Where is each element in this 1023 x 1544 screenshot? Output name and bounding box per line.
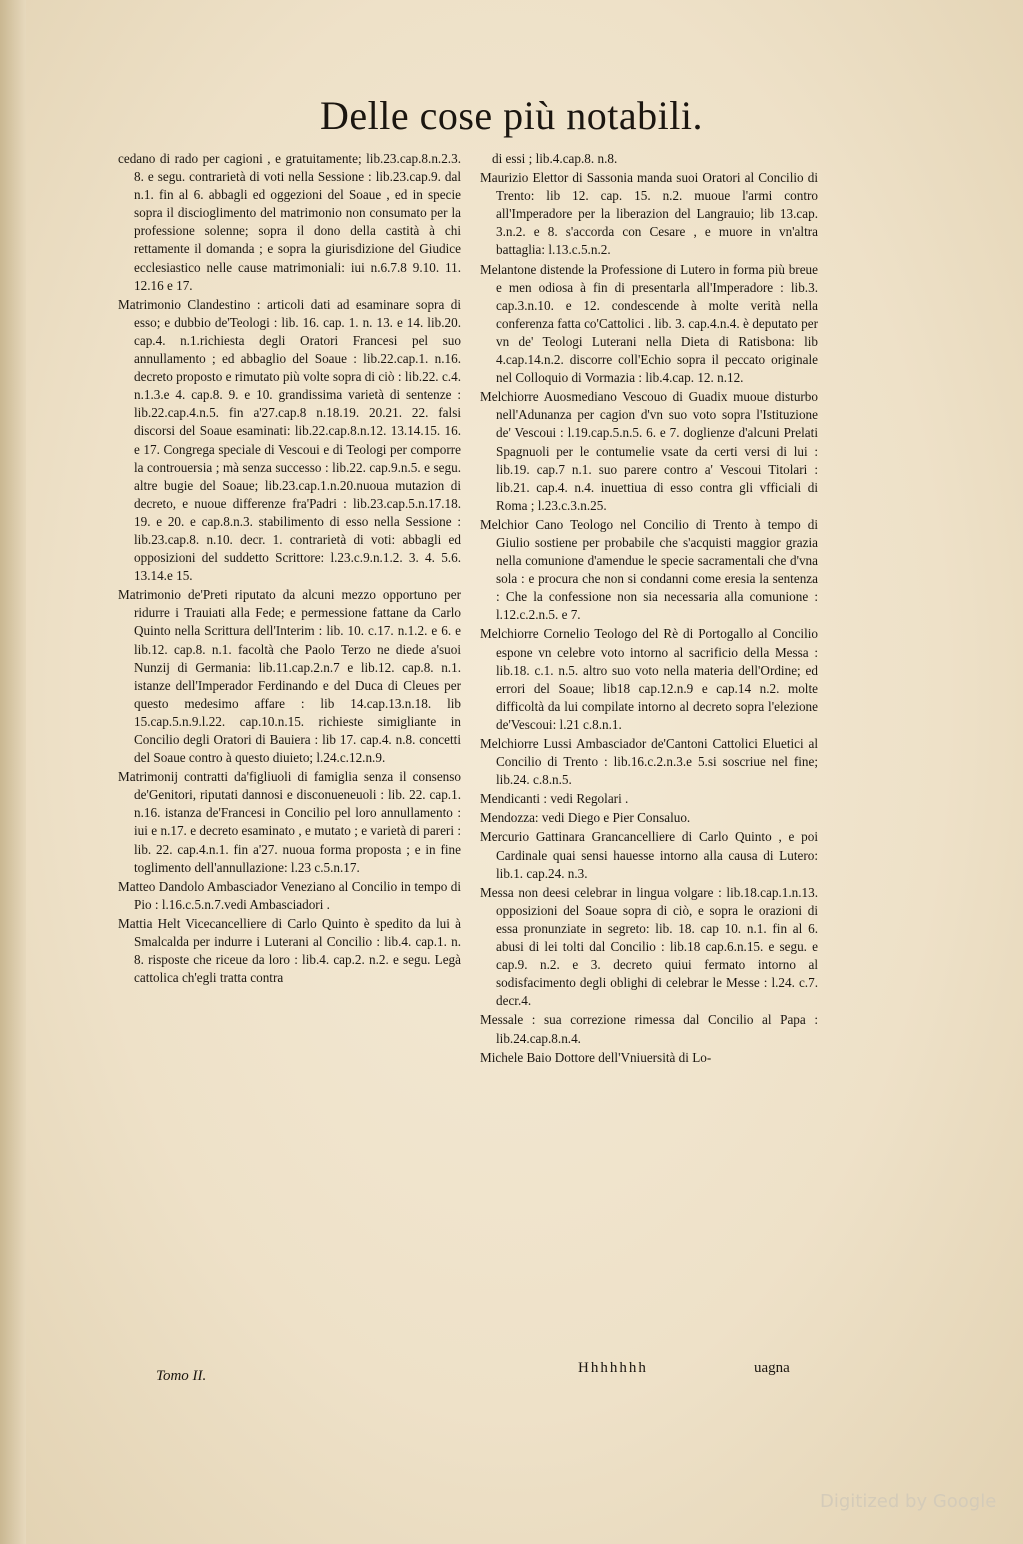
signature-mark: Hhhhhhh [578,1360,648,1376]
catchword: uagna [754,1360,790,1376]
left-column [118,150,461,988]
volume-label: Tomo II. [156,1368,207,1384]
index-entry: Messale : sua correzione rimessa dal Concilio al Papa : lib.24.cap.8.n.4. [480,1012,818,1046]
index-entry: Melchiorre Auosmediano Vescouo di Guadix muoue disturbo nell'Adunanza per cagion d'vn suo voto sopra l'Istituzione de' Vescoui : l.19.cap.5.n.5. 6. e 7. doglienze d'alcuni Prelati Spagnuoli per le contumelie vsate da certi versi di lui : lib.19. cap.7 n.1. suo parere contro a' Vescoui Titolari : lib.21. cap.4. n.4. inuettiua di esso contra gli vfficiali di Roma ; l.23.c.3.n.25. [480,389,818,513]
index-entry: Maurizio Elettor di Sassonia manda suoi Oratori al Concilio di Trento: lib 12. cap. 15. n.2. muoue l'armi contro all'Imperadore per la liberazion del Langrauio; lib 13.cap. 3.n.2. e 8. s'accorda con Cesare , e muore in vn'altra battaglia: l.13.c.5.n.2. [480,170,818,258]
index-entry: Matrimonio de'Preti riputato da alcuni mezzo opportuno per ridurre i Trauiati alla Fede; e permessione fattane da Carlo Quinto nella Scrittura dell'Interim : lib. 10. c.17. n.1.2. e 6. e lib.12. cap.8. n.1. facoltà che Paolo Terzo ne diede a'suoi Nunzij di Germania: lib.11.cap.2.n.7 e lib.12. cap.8. n.1. istanze dell'Imperador Ferdinando e del Duca di Cleues per questo medesimo affare : lib 14.cap.13.n.18. lib 15.cap.5.n.9.l.22. cap.10.n.15. richieste simigliante in Concilio degli Oratori di Bauiera : lib 17. cap.4. n.8. concetti del Soaue contro à questo diuieto; l.24.c.12.n.9. [118,587,461,766]
index-entry: Michele Baio Dottore dell'Vniuersità di Lo- [480,1049,712,1065]
binding-edge [0,0,26,1544]
index-entry: Messa non deesi celebrar in lingua volgare : lib.18.cap.1.n.13. opposizioni del Soaue sopra di ciò, e sopra le orazioni di essa pronunziate in segreto: lib. 18. cap 10. n.1. fin al 6. abusi di lei tolti dal Concilio : lib.18 cap.6.n.15. e segu. e cap.9. n.2. e 3. decreto quiui fermato intorno al sodisfacimento degli oblighi di celebrar le Messe : l.24. c.7. decr.4. [480,884,818,1009]
index-entry: Melchior Cano Teologo nel Concilio di Trento à tempo di Giulio sostiene per probabile che s'acquisti maggior grazia nella comunione d'amendue le specie sacramentali che d'vna sola : e procura che non si condanni come eresia la sentenza : Che la confessione non sia necessaria alla comunione : l.12.c.2.n.5. e 7. [480,516,818,623]
index-entry: Melantone distende la Professione di Lutero in forma più breue e men odiosa à fin di presentarla all'Imperadore : lib.3. cap.3.n.10. e 12. condescende à molte verità nella conferenza fatta co'Cattolici . lib. 3. cap.4.n.4. è deputato per vn de' Teologi Luterani nella Dieta di Ratisbona: lib 4.cap.14.n.2. discorre coll'Echio sopra il peccato originale nel Colloquio di Vormazia : lib.4.cap. 12. n.12. [480,261,818,386]
page-title: Delle cose più notabili. [319,93,703,138]
index-entry: Mercurio Gattinara Grancancelliere di Carlo Quinto , e poi Cardinale quai sensi hauesse intorno alla causa di Lutero: lib.1. cap.24. n.3. [480,829,818,881]
index-entry: Matrimonio Clandestino : articoli dati ad esaminare sopra di esso; e dubbio de'Teologi : lib. 16. cap. 1. n. 13. e 14. lib.20. cap.4. n.1.richiesta degli Oratori Francesi pel suo annullamento ; ed abbaglio del Soaue : lib.22.cap.1. n.16. decreto proposto e rimutato più volte sopra di ciò : lib.22. c.4. n.1.3.e 4. cap.8. 9. e 10. grandissima varietà di sentenze : lib.22.cap.4.n.5. fin a'27.cap.8 n.18.19. 20.21. 22. falsi discorsi del Soaue esaminati: lib.22.cap.8.n.12. 13.14.15. 16. e 17. Congrega speciale di Vescoui e di Teologi per comporre la controuersia ; mà senza successo : lib.22. cap.9.n.5. e segu. altre bugie del Soaue; lib.23.cap.1.n.20.nuoua mutazion di decreto, e nuoue differenze fra'Padri : lib.23.cap.5.n.17.18. 19. e 20. e cap.8.n.3. stabilimento di esso nella Sessione : lib.23.cap.8. n.10. decr. 1. contrarietà di voti: abbagli ed opposizioni del suddetto Scrittore: l.23.c.9.n.1.2. 3. 4. 5.6. 13.14.e 15. [118,296,461,584]
index-entry: Melchiorre Lussi Ambasciador de'Cantoni Cattolici Eluetici al Concilio di Trento : lib.16.c.2.n.3.e 5.si soscriue nel fine; lib.24. c.8.n.5. [480,736,818,788]
index-entry: Melchiorre Cornelio Teologo del Rè di Portogallo al Concilio espone vn celebre voto intorno al sacrificio della Messa : lib.18. c.1. n.5. altro suo voto nella materia dell'Ordine; ed errori del Soaue; lib18 cap.12.n.9 e cap.14 n.2. molte difficoltà da lui compilate intorno al decreto sopra l'elezione de'Vescoui: l.21 c.8.n.1. [480,626,818,732]
index-entry: Mattia Helt Vicecancelliere di Carlo Quinto è spedito da lui à Smalcalda per indurre i Luterani al Concilio : lib.4. cap.1. n. 8. risposte che riceue da loro : lib.4. cap.2. n.2. e segu. Legà cattolica ch'egli tratta contra [118,915,461,986]
index-entry: Mendozza: vedi Diego e Pier Consaluo. [480,810,691,826]
index-entry: cedano di rado per cagioni , e gratuitamente; lib.23.cap.8.n.2.3. 8. e segu. contrarietà di voti nella Sessione : lib.23.cap.9. dal n.1. fin al 6. abbagli ed oggezioni del Soaue , ed in specie sopra il discioglimento del matrimonio non consumato per la professione solenne; sopra il dono della castità à chi rettamente il domanda ; e sopra la giurisdizione del Giudice ecclesiastico nelle cause matrimoniali: iui n.6.7.8 9.10. 11. 12.16 e 17. [118,151,461,293]
index-entry: Matteo Dandolo Ambasciador Veneziano al Concilio in tempo di Pio : l.16.c.5.n.7.vedi Ambasciadori . [118,878,461,912]
index-entry: di essi ; lib.4.cap.8. n.8. [492,151,618,166]
index-entry: Mendicanti : vedi Regolari . [480,791,629,807]
index-entry: Matrimonij contratti da'figliuoli di famiglia senza il consenso de'Genitori, riputati dannosi e disconueneuoli : lib. 22. cap.1. n.16. istanza de'Francesi in Concilio pel loro annullamento : iui e n.17. e decreto esaminato , e mutato ; e varietà di pareri : lib. 22. cap.4.n.1. fin a'27. nuoua forma proposta ; e in fine toglimento dell'annullazione: l.23 c.5.n.17. [118,769,461,875]
right-column [480,150,818,1068]
watermark: Digitized by Google [820,1491,997,1512]
